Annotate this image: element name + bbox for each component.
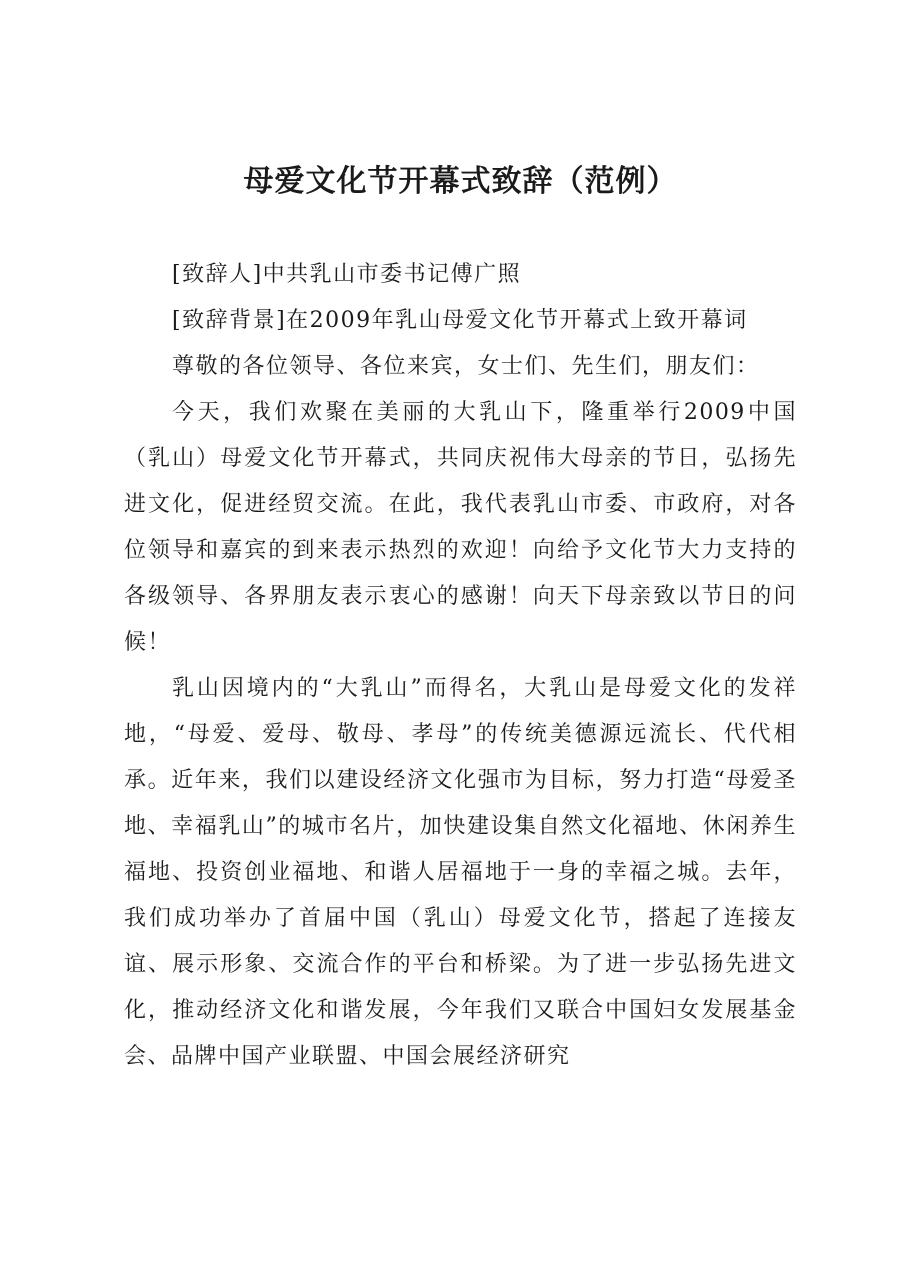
salutation: 尊敬的各位领导、各位来宾，女士们、先生们，朋友们：	[172, 354, 760, 379]
body-paragraph-2: 乳山因境内的“大乳山”而得名，大乳山是母爱文化的发祥地，“母爱、爱母、敬母、孝母”的传统美德源远流长、代代相承。近年来，我们以建设经济文化强市为目标，努力打造“母爱圣地、幸福乳山”的城市名片，加快建设集自然文化福地、休闲养生福地、投资创业福地、和谐人居福地于一身的幸福之城。去年，我们成功举办了首届中国（乳山）母爱文化节，搭起了连接友谊、展示形象、交流合作的平台和桥梁。为了进一步弘扬先进文化，推动经济文化和谐发展，今年我们又联合中国妇女发展基金会、品牌中国产业联盟、中国会展经济研究	[124, 676, 797, 1069]
background-line: [致辞背景]在2009年乳山母爱文化节开幕式上致开幕词	[172, 308, 748, 333]
speaker-line: [致辞人]中共乳山市委书记傅广照	[172, 262, 522, 287]
body-paragraph-1: 今天，我们欢聚在美丽的大乳山下，隆重举行2009中国（乳山）母爱文化节开幕式，共同庆祝伟大母亲的节日，弘扬先进文化，促进经贸交流。在此，我代表乳山市委、市政府，对各位领导和嘉宾的到来表示热烈的欢迎！向给予文化节大力支持的各级领导、各界朋友表示衷心的感谢！向天下母亲致以节日的问候！	[124, 400, 797, 655]
document-title: 母爱文化节开幕式致辞（范例）	[243, 164, 678, 199]
